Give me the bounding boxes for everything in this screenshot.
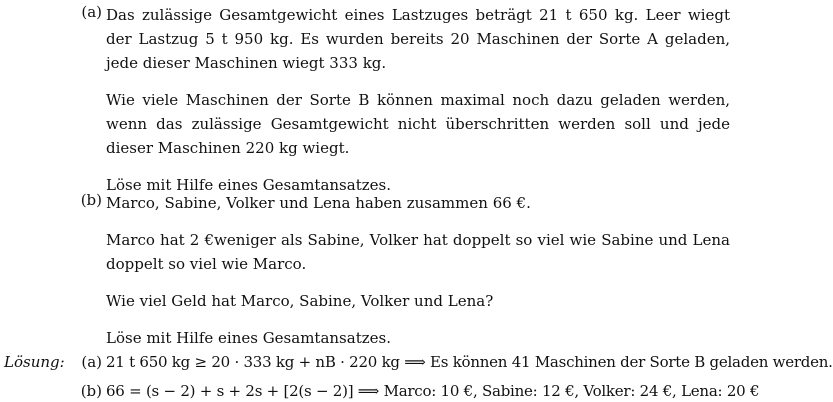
solution-a-text: 21 t 650 kg ≥ 20 · 333 kg + nB · 220 kg ⟹ Es können 41 Maschinen der Sorte B geladen werden. <box>106 353 833 371</box>
solution-b-label: (b) <box>80 382 102 400</box>
problem-b-label: (b) <box>80 191 102 209</box>
problem-a-paragraph-3: Löse mit Hilfe eines Gesamtansatzes. <box>106 176 391 194</box>
problem-b-paragraph-3: Wie viel Geld hat Marco, Sabine, Volker und Lena? <box>106 292 494 310</box>
problem-a-body <box>106 3 730 197</box>
solution-row-b <box>58 380 760 402</box>
problem-b <box>58 191 730 350</box>
solution-heading: Lösung: <box>4 353 65 371</box>
problem-a-paragraph-1: Das zulässige Gesamtgewicht eines Lastzuges beträgt 21 t 650 kg. Leer wiegt der Lastzug 5 t 950 kg. Es wurden bereits 20 Maschinen der Sorte A geladen, jede dieser Maschinen wiegt 333 kg. <box>106 6 730 72</box>
problem-b-body <box>106 191 730 350</box>
solution-b-text: 66 = (s − 2) + s + 2s + [2(s − 2)] ⟹ Marco: 10 €, Sabine: 12 €, Volker: 24 €, Lena: 20 € <box>106 382 760 400</box>
problem-b-paragraph-1: Marco, Sabine, Volker und Lena haben zusammen 66 €. <box>106 194 531 212</box>
problem-a-paragraph-2: Wie viele Maschinen der Sorte B können maximal noch dazu geladen werden, wenn das zulässige Gesamtgewicht nicht überschritten werden soll und jede dieser Maschinen 220 kg wiegt. <box>106 91 730 157</box>
problem-a-label: (a) <box>81 3 102 21</box>
solution-a-label: (a) <box>81 353 102 371</box>
problem-b-paragraph-4: Löse mit Hilfe eines Gesamtansatzes. <box>106 329 391 347</box>
solution-row-a <box>58 351 833 373</box>
problem-a <box>58 3 730 197</box>
problem-b-paragraph-2: Marco hat 2 €weniger als Sabine, Volker hat doppelt so viel wie Sabine und Lena doppelt so viel wie Marco. <box>106 231 730 273</box>
